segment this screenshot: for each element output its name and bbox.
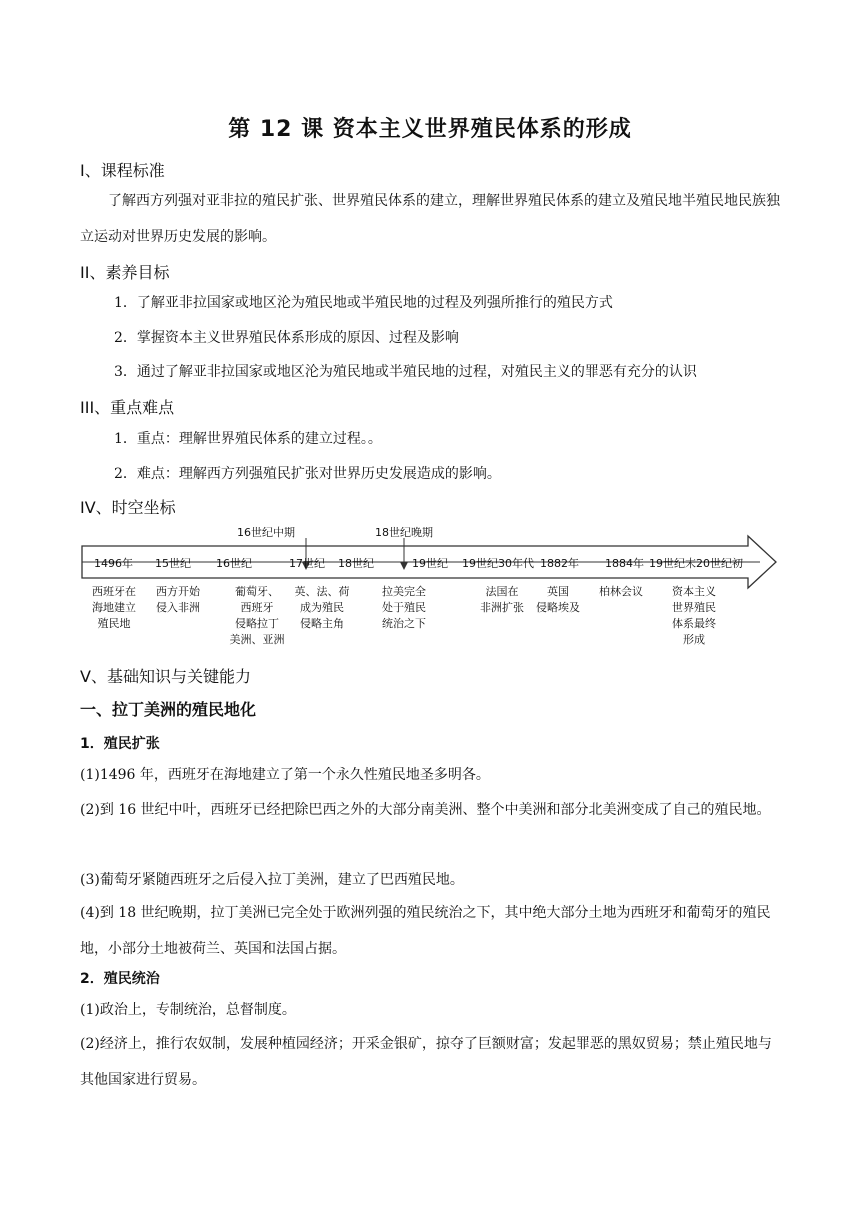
section-heading-keypoints: III、重点难点	[80, 398, 175, 417]
paragraph: (4)到 18 世纪晚期，拉丁美洲已完全处于欧洲列强的殖民统治之下，其中绝大部分土地为西班牙和葡萄牙的殖民地，小部分土地被荷兰、英国和法国占据。	[80, 905, 771, 957]
period-label: 17世纪	[289, 557, 325, 570]
timeline-event: 西方开始 侵入非洲	[156, 585, 200, 614]
paragraph: (2)经济上，推行农奴制，发展种植园经济；开采金银矿，掠夺了巨额财富；发起罪恶的黑奴贸易；禁止殖民地与其他国家进行贸易。	[80, 1036, 772, 1088]
timeline-event: 葡萄牙、 西班牙 侵略拉丁 美洲、亚洲	[229, 585, 285, 646]
paragraph: (3)葡萄牙紧随西班牙之后侵入拉丁美洲，建立了巴西殖民地。	[80, 872, 464, 888]
paragraph: (2)到 16 世纪中叶，西班牙已经把除巴西之外的大部分南美洲、整个中美洲和部分北美洲变成了自己的殖民地。	[80, 802, 771, 818]
keypoint-item: 1．重点：理解世界殖民体系的建立过程。。	[114, 431, 382, 447]
standard-text: 了解西方列强对亚非拉的殖民扩张、世界殖民体系的建立，理解世界殖民体系的建立及殖民地半殖民地民族独立运动对世界历史发展的影响。	[80, 193, 780, 245]
goal-item: 3．通过了解亚非拉国家或地区沦为殖民地或半殖民地的过程，对殖民主义的罪恶有充分的认识	[114, 364, 697, 380]
period-label: 1496年	[94, 557, 133, 570]
top-label: 18世纪晚期	[375, 526, 433, 539]
period-label: 19世纪30年代	[462, 557, 534, 570]
paragraph: (1)1496 年，西班牙在海地建立了第一个永久性殖民地圣多明各。	[80, 767, 490, 783]
part-heading: 一、拉丁美洲的殖民地化	[80, 700, 257, 719]
timeline-diagram	[80, 520, 780, 650]
section-heading-goals: II、素养目标	[80, 263, 170, 282]
section-heading-timeline: IV、时空坐标	[80, 498, 176, 517]
paragraph: (1)政治上，专制统治，总督制度。	[80, 1002, 296, 1018]
keypoint-item: 2．难点：理解西方列强殖民扩张对世界历史发展造成的影响。	[114, 466, 501, 482]
timeline-event: 英、法、荷 成为殖民 侵略主角	[294, 585, 350, 630]
period-label: 18世纪	[338, 557, 374, 570]
timeline-event: 柏林会议	[599, 585, 643, 598]
period-label: 1882年	[540, 557, 579, 570]
timeline-event: 法国在 非洲扩张	[480, 585, 524, 614]
top-label: 16世纪中期	[237, 526, 295, 539]
timeline-event: 资本主义 世界殖民 体系最终 形成	[672, 585, 716, 646]
timeline-event: 英国 侵略埃及	[536, 585, 580, 614]
goal-item: 2．掌握资本主义世界殖民体系形成的原因、过程及影响	[114, 330, 459, 346]
goal-item: 1．了解亚非拉国家或地区沦为殖民地或半殖民地的过程及列强所推行的殖民方式	[114, 295, 613, 311]
section-heading-basics: V、基础知识与关键能力	[80, 667, 251, 686]
period-label: 19世纪末20世纪初	[649, 557, 743, 570]
section-heading-standard: I、课程标准	[80, 161, 165, 180]
timeline-event: 西班牙在 海地建立 殖民地	[92, 585, 136, 630]
period-label: 16世纪	[216, 557, 252, 570]
subsection-heading: 2．殖民统治	[80, 971, 160, 987]
period-label: 19世纪	[412, 557, 448, 570]
subsection-heading: 1．殖民扩张	[80, 736, 160, 752]
period-label: 1884年	[605, 557, 644, 570]
timeline-event: 拉美完全 处于殖民 统治之下	[382, 585, 426, 630]
page-title: 第 12 课 资本主义世界殖民体系的形成	[228, 117, 632, 142]
period-label: 15世纪	[155, 557, 191, 570]
